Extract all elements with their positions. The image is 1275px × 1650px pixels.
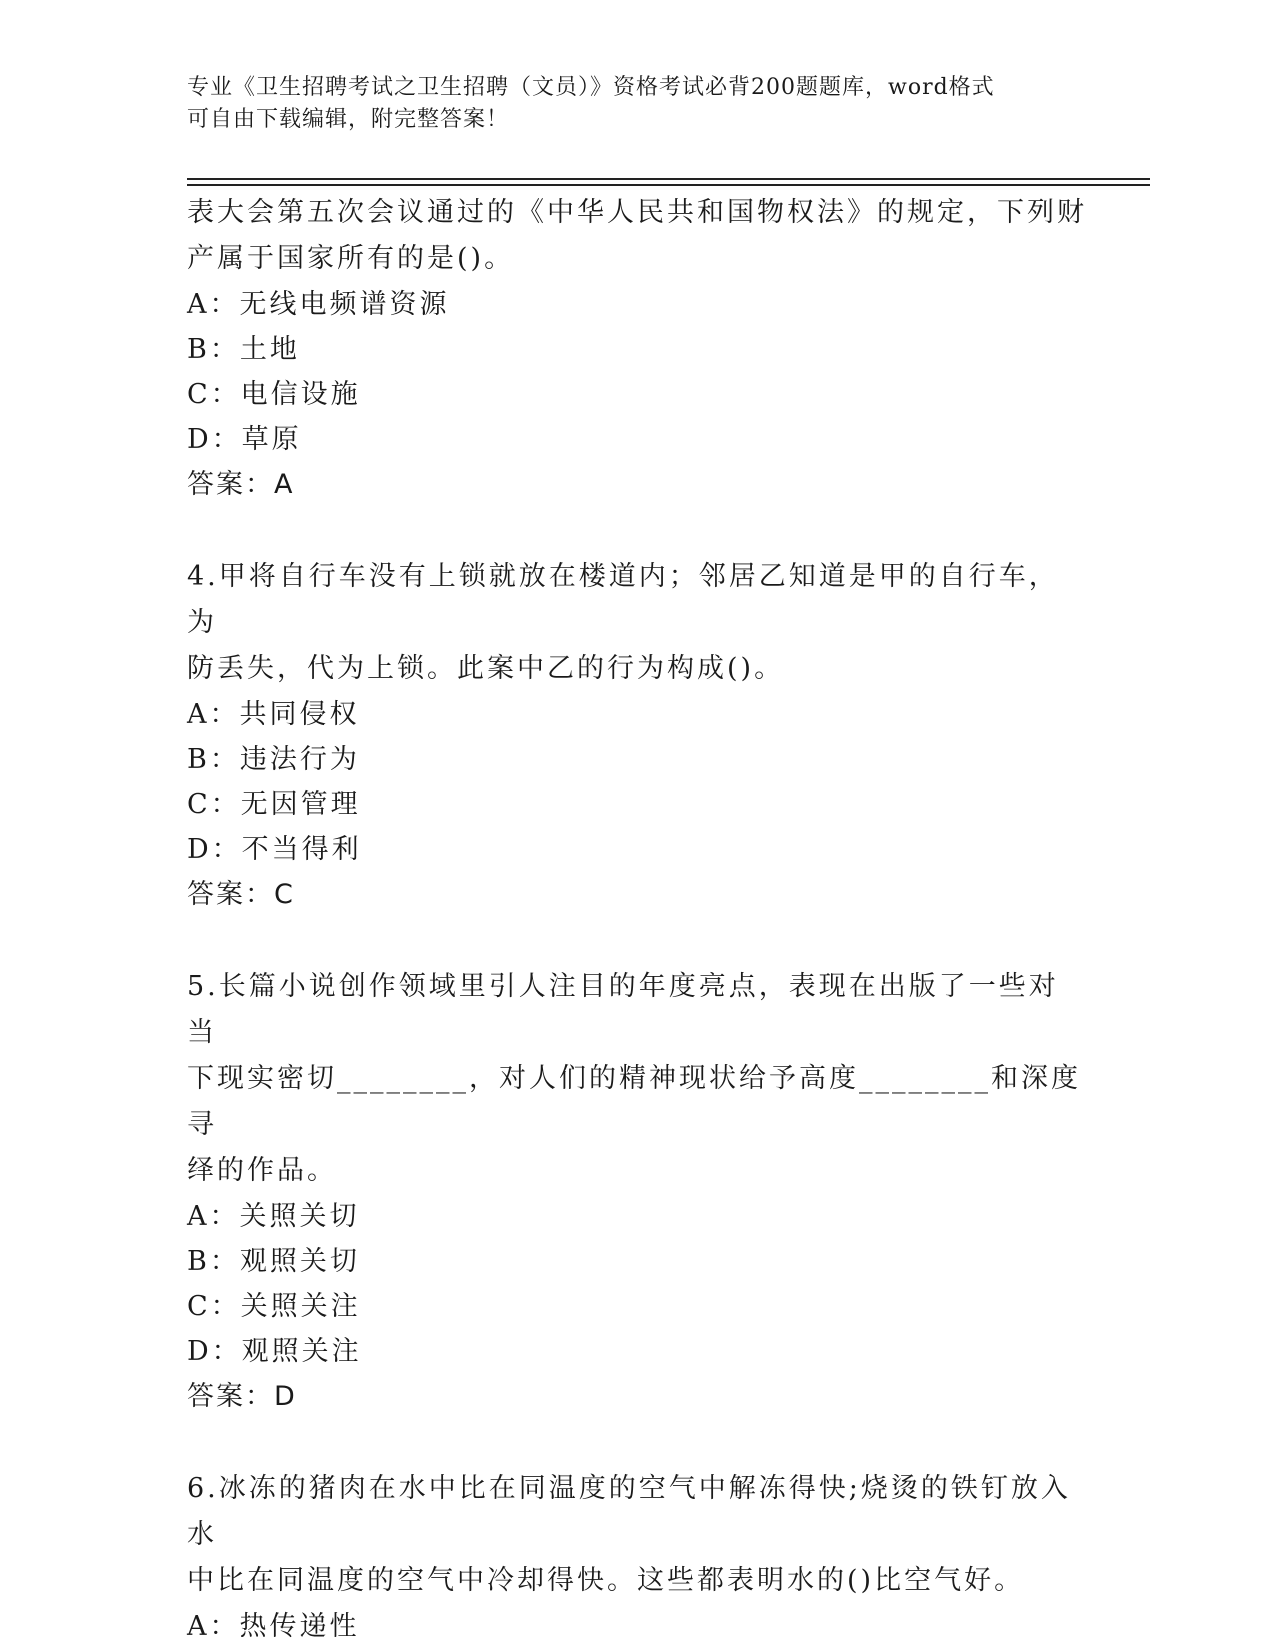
header-line-1: 专业《卫生招聘考试之卫生招聘（文员）》资格考试必背200题题库，word格式 [187, 75, 995, 100]
header-rule-top [187, 178, 1150, 180]
document-header [187, 72, 1067, 136]
option-a: A：关照关切 [187, 1201, 360, 1232]
option-a: A：共同侵权 [187, 699, 360, 730]
option-a: A：热传递性 [187, 1611, 360, 1642]
question-text-line: 下现实密切________，对人们的精神现状给予高度________和深度寻 [187, 1063, 1081, 1140]
option-c: C：电信设施 [187, 379, 361, 410]
option-b: B：观照关切 [187, 1246, 360, 1277]
answer-line: 答案：C [187, 879, 295, 910]
question-text-line: 4.甲将自行车没有上锁就放在楼道内；邻居乙知道是甲的自行车，为 [187, 561, 1059, 638]
answer-line: 答案：A [187, 469, 295, 500]
option-d: D：观照关注 [187, 1336, 362, 1367]
question-6 [187, 1466, 1087, 1649]
question-text-line: 6.冰冻的猪肉在水中比在同温度的空气中解冻得快;烧烫的铁钉放入水 [187, 1473, 1071, 1550]
option-b: B：违法行为 [187, 744, 360, 775]
header-line-2: 可自由下载编辑，附完整答案！ [187, 107, 510, 132]
option-b: B：土地 [187, 334, 300, 365]
answer-line: 答案：D [187, 1381, 297, 1412]
header-rule-bottom [187, 184, 1150, 186]
option-c: C：关照关注 [187, 1291, 361, 1322]
option-d: D：不当得利 [187, 834, 362, 865]
question-text-line: 表大会第五次会议通过的《中华人民共和国物权法》的规定，下列财 [187, 197, 1087, 228]
question-list [187, 190, 1087, 1649]
option-d: D：草原 [187, 424, 302, 455]
question-4 [187, 554, 1087, 917]
question-3 [187, 190, 1087, 507]
question-text-line: 防丢失，代为上锁。此案中乙的行为构成()。 [187, 653, 785, 684]
question-text-line: 产属于国家所有的是()。 [187, 243, 515, 274]
question-text-line: 绎的作品。 [187, 1155, 337, 1186]
question-5 [187, 964, 1087, 1419]
option-a: A：无线电频谱资源 [187, 289, 450, 320]
question-text-line: 5.长篇小说创作领域里引人注目的年度亮点，表现在出版了一些对当 [187, 971, 1059, 1048]
option-c: C：无因管理 [187, 789, 361, 820]
question-text-line: 中比在同温度的空气中冷却得快。这些都表明水的()比空气好。 [187, 1565, 1025, 1596]
